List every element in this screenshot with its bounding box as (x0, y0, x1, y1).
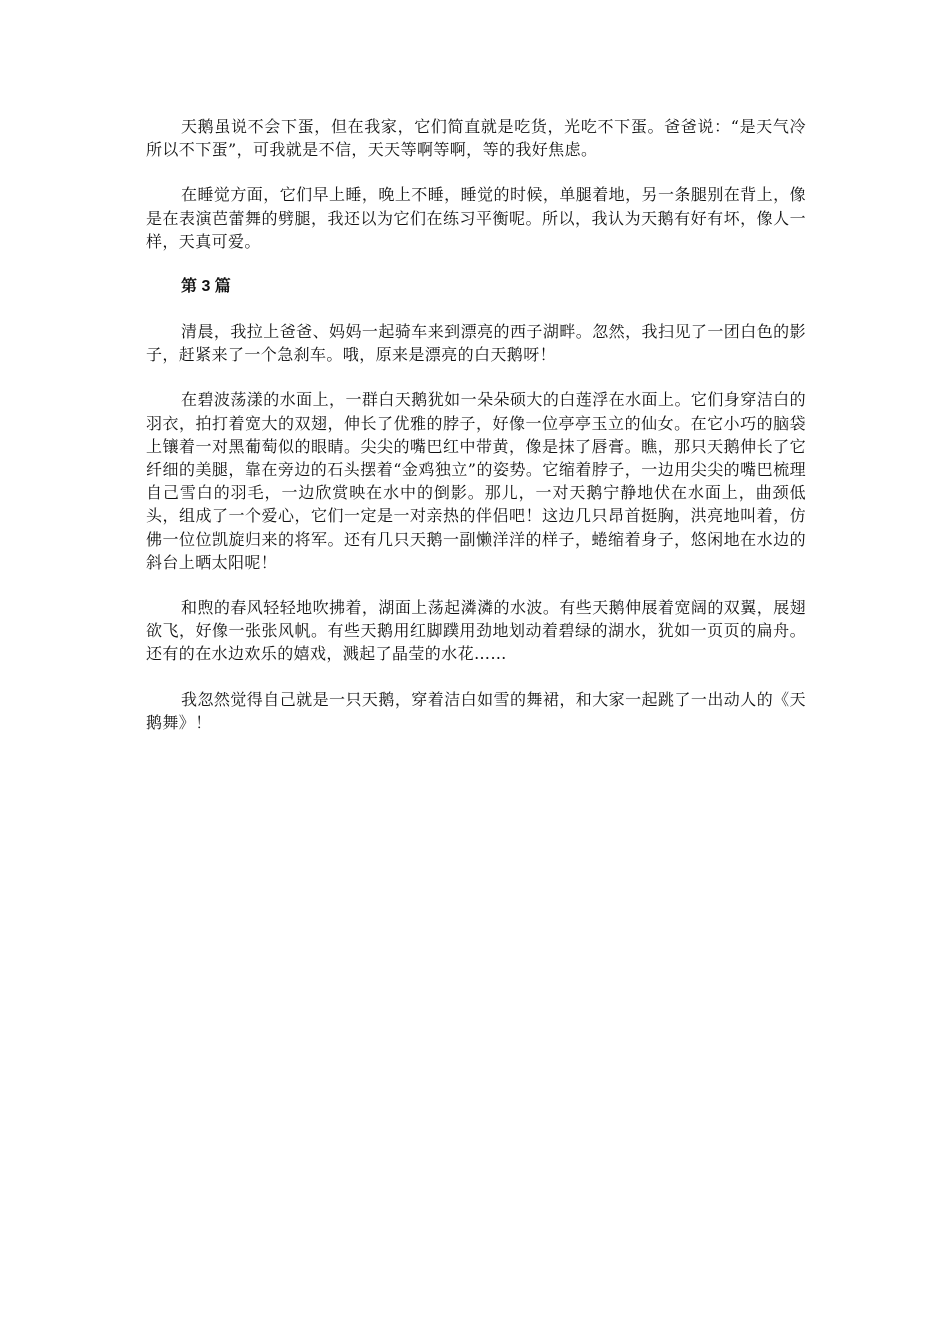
paragraph: 天鹅虽说不会下蛋，但在我家，它们简直就是吃货，光吃不下蛋。爸爸说：“是天气冷所以不下蛋”，可我就是不信，天天等啊等啊，等的我好焦虑。 (146, 117, 806, 160)
section-heading: 第 3 篇 (181, 278, 231, 296)
paragraph: 在睡觉方面，它们早上睡，晚上不睡，睡觉的时候，单腿着地，另一条腿别在背上，像是在表演芭蕾舞的劈腿，我还以为它们在练习平衡呢。所以，我认为天鹅有好有坏，像人一样，天真可爱。 (146, 185, 806, 251)
paragraph: 在碧波荡漾的水面上，一群白天鹅犹如一朵朵硕大的白莲浮在水面上。它们身穿洁白的羽衣，拍打着宽大的双翅，伸长了优雅的脖子，好像一位亭亭玉立的仙女。在它小巧的脑袋上镶着一对黑葡萄似的眼睛。尖尖的嘴巴红中带黄，像是抹了唇膏。瞧，那只天鹅伸长了它纤细的美腿，靠在旁边的石头摆着“金鸡独立”的姿势。它缩着脖子，一边用尖尖的嘴巴梳理自己雪白的羽毛，一边欣赏映在水中的倒影。那儿，一对天鹅宁静地伏在水面上，曲颈低头，组成了一个爱心，它们一定是一对亲热的伴侣吧！这边几只昂首挺胸，洪亮地叫着，仿佛一位位凯旋归来的将军。还有几只天鹅一副懒洋洋的样子，蜷缩着身子，悠闲地在水边的斜台上晒太阳呢！ (146, 390, 806, 572)
paragraph: 清晨，我拉上爸爸、妈妈一起骑车来到漂亮的西子湖畔。忽然，我扫见了一团白色的影子，赶紧来了一个急刹车。哦，原来是漂亮的白天鹅呀！ (146, 322, 806, 365)
paragraph: 我忽然觉得自己就是一只天鹅，穿着洁白如雪的舞裙，和大家一起跳了一出动人的《天鹅舞》！ (146, 689, 806, 732)
document-page (146, 115, 806, 756)
paragraph: 和煦的春风轻轻地吹拂着，湖面上荡起潾潾的水波。有些天鹅伸展着宽阔的双翼，展翅欲飞，好像一张张风帆。有些天鹅用红脚蹼用劲地划动着碧绿的湖水，犹如一页页的扁舟。还有的在水边欢乐的嬉戏，溅起了晶莹的水花…… (146, 598, 806, 664)
